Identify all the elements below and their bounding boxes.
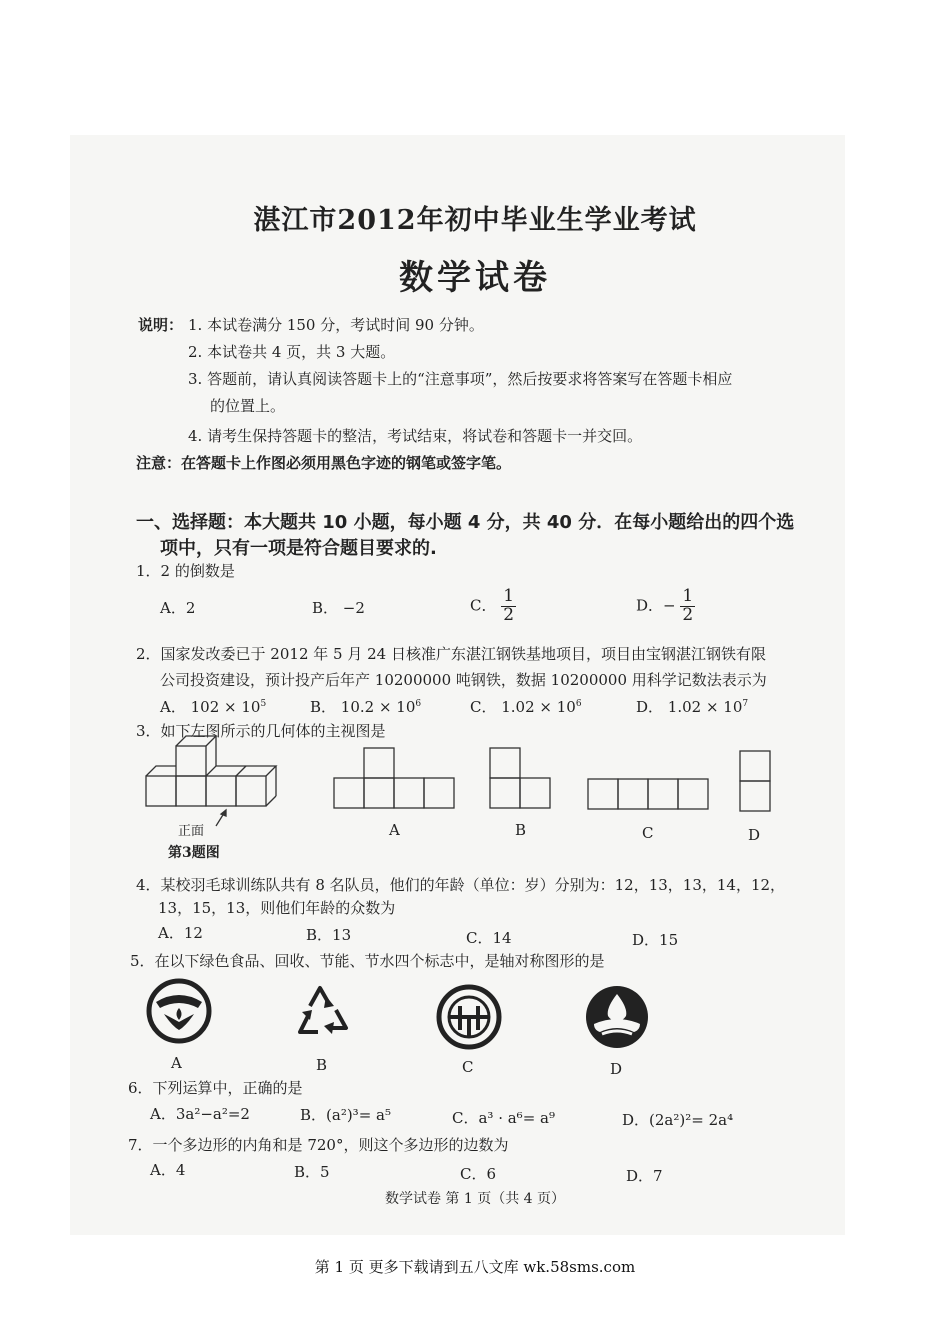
cube-face: [236, 776, 266, 806]
option-text: B． 10.2 × 10: [310, 698, 416, 716]
section1-heading-line2: 项中，只有一项是符合题目要求的.: [160, 538, 437, 559]
q1-option-c-fraction: [501, 588, 516, 625]
q7-option-c: C．6: [460, 1165, 497, 1183]
exam-title: 湛江市2012年初中毕业生学业考试: [253, 205, 697, 236]
instruction-2: 2. 本试卷共 4 页，共 3 大题。: [188, 343, 396, 361]
cube-face: [206, 776, 236, 806]
fraction-numerator: 1: [503, 586, 515, 606]
q5-stem: 5．在以下绿色食品、回收、节能、节水四个标志中，是轴对称图形的是: [130, 952, 605, 970]
download-footer: 第 1 页 更多下载请到五八文库 wk.58sms.com: [314, 1258, 636, 1276]
q3-label-d: D: [748, 826, 761, 844]
q6-option-d: D．(2a²)²= 2a⁴: [622, 1111, 734, 1129]
q3-front-label: 正面: [178, 824, 205, 839]
q1-option-b: B． −2: [312, 599, 365, 617]
q3-label-b: B: [515, 821, 527, 839]
q7-option-a: A．4: [150, 1161, 186, 1179]
green-food-logo-icon: [146, 978, 212, 1044]
q7-stem: 7．一个多边形的内角和是 720°，则这个多边形的边数为: [128, 1136, 509, 1154]
q7-option-b: B．5: [294, 1163, 330, 1181]
q3-stem: 3．如下左图所示的几何体的主视图是: [136, 722, 386, 740]
q2-option-d: [636, 696, 748, 717]
fraction-denominator: 2: [503, 604, 515, 625]
q2-option-c: [470, 696, 582, 717]
q1-option-a: A．2: [160, 599, 196, 617]
energy-saving-logo-icon: [436, 984, 502, 1050]
instruction-3-cont: 的位置上。: [210, 397, 286, 415]
q1-option-d-label: D．−: [636, 596, 676, 615]
option-text: D． 1.02 × 10: [636, 698, 743, 716]
q1-option-c-label: C．: [470, 596, 497, 615]
q2-stem-line1: 2．国家发改委已于 2012 年 5 月 24 日核准广东湛江钢铁基地项目，项目由宝钢湛江钢铁有限: [136, 645, 766, 663]
cube-face: [146, 776, 176, 806]
q6-option-b: B．(a²)³= a⁵: [300, 1106, 391, 1124]
exponent: 5: [260, 699, 267, 709]
q4-stem-line2: 13，15，13，则他们年龄的众数为: [158, 899, 396, 917]
q1-option-d: [636, 588, 695, 625]
q6-option-c: C．a³ · a⁶= a⁹: [452, 1109, 555, 1127]
water-saving-logo-icon: [584, 984, 650, 1050]
q4-option-a: A．12: [158, 924, 203, 942]
exponent: 6: [575, 699, 582, 709]
exponent: 6: [415, 699, 422, 709]
q3-option-d-view: [738, 749, 772, 815]
q5-label-d: D: [610, 1060, 623, 1078]
cube-face: [176, 776, 206, 806]
q7-option-d: D．7: [626, 1167, 663, 1185]
option-text: A． 102 × 10: [160, 698, 261, 716]
q4-stem-line1: 4．某校羽毛球训练队共有 8 名队员，他们的年龄（单位：岁）分别为：12，13，13，14，12，: [136, 876, 786, 894]
option-text: C． 1.02 × 10: [470, 698, 576, 716]
q5-label-c: C: [462, 1058, 474, 1076]
q4-option-b: B．13: [306, 926, 352, 944]
exam-subtitle: 数学试卷: [399, 258, 551, 298]
q6-option-a: A．3a²−a²=2: [150, 1105, 250, 1123]
instructions-note: 注意：在答题卡上作图必须用黑色字迹的钢笔或签字笔。: [136, 454, 512, 472]
q3-label-a: A: [389, 821, 400, 839]
q6-stem: 6．下列运算中，正确的是: [128, 1079, 303, 1097]
q3-label-c: C: [642, 824, 654, 842]
recycle-logo-icon: [290, 980, 356, 1046]
q2-option-a: [160, 696, 266, 717]
section1-heading-line1: 一、选择题：本大题共 10 小题，每小题 4 分，共 40 分．在每小题给出的四个选: [136, 512, 795, 533]
q1-stem: 1．2 的倒数是: [136, 562, 235, 580]
q3-option-b-view: [490, 746, 552, 808]
q5-label-a: A: [171, 1054, 182, 1072]
q3-option-c-view: [588, 777, 710, 811]
q1-option-c: [470, 588, 516, 625]
q3-option-a-view: [334, 746, 454, 806]
instruction-3: 3. 答题前，请认真阅读答题卡上的“注意事项”，然后按要求将答案写在答题卡相应: [188, 370, 733, 388]
q4-option-c: C．14: [466, 929, 512, 947]
q3-solid-figure: [142, 738, 292, 843]
cube-face: [176, 746, 206, 776]
instructions-label: 说明：: [138, 316, 184, 334]
fraction-denominator: 2: [682, 604, 694, 625]
q2-stem-line2: 公司投资建设，预计投产后年产 10200000 吨钢铁，数据 10200000 用科学记数法表示为: [160, 671, 767, 689]
q1-option-d-fraction: [680, 588, 695, 625]
fraction-numerator: 1: [682, 586, 694, 606]
instruction-4: 4. 请考生保持答题卡的整洁，考试结束，将试卷和答题卡一并交回。: [188, 427, 643, 445]
exam-page-footer: 数学试卷 第 1 页（共 4 页）: [384, 1191, 566, 1207]
q5-label-b: B: [316, 1056, 328, 1074]
q2-option-b: [310, 696, 421, 717]
instruction-1: 1. 本试卷满分 150 分，考试时间 90 分钟。: [188, 316, 484, 334]
exponent: 7: [742, 699, 749, 709]
q4-option-d: D．15: [632, 931, 679, 949]
q3-figure-caption: 第3题图: [168, 845, 220, 861]
